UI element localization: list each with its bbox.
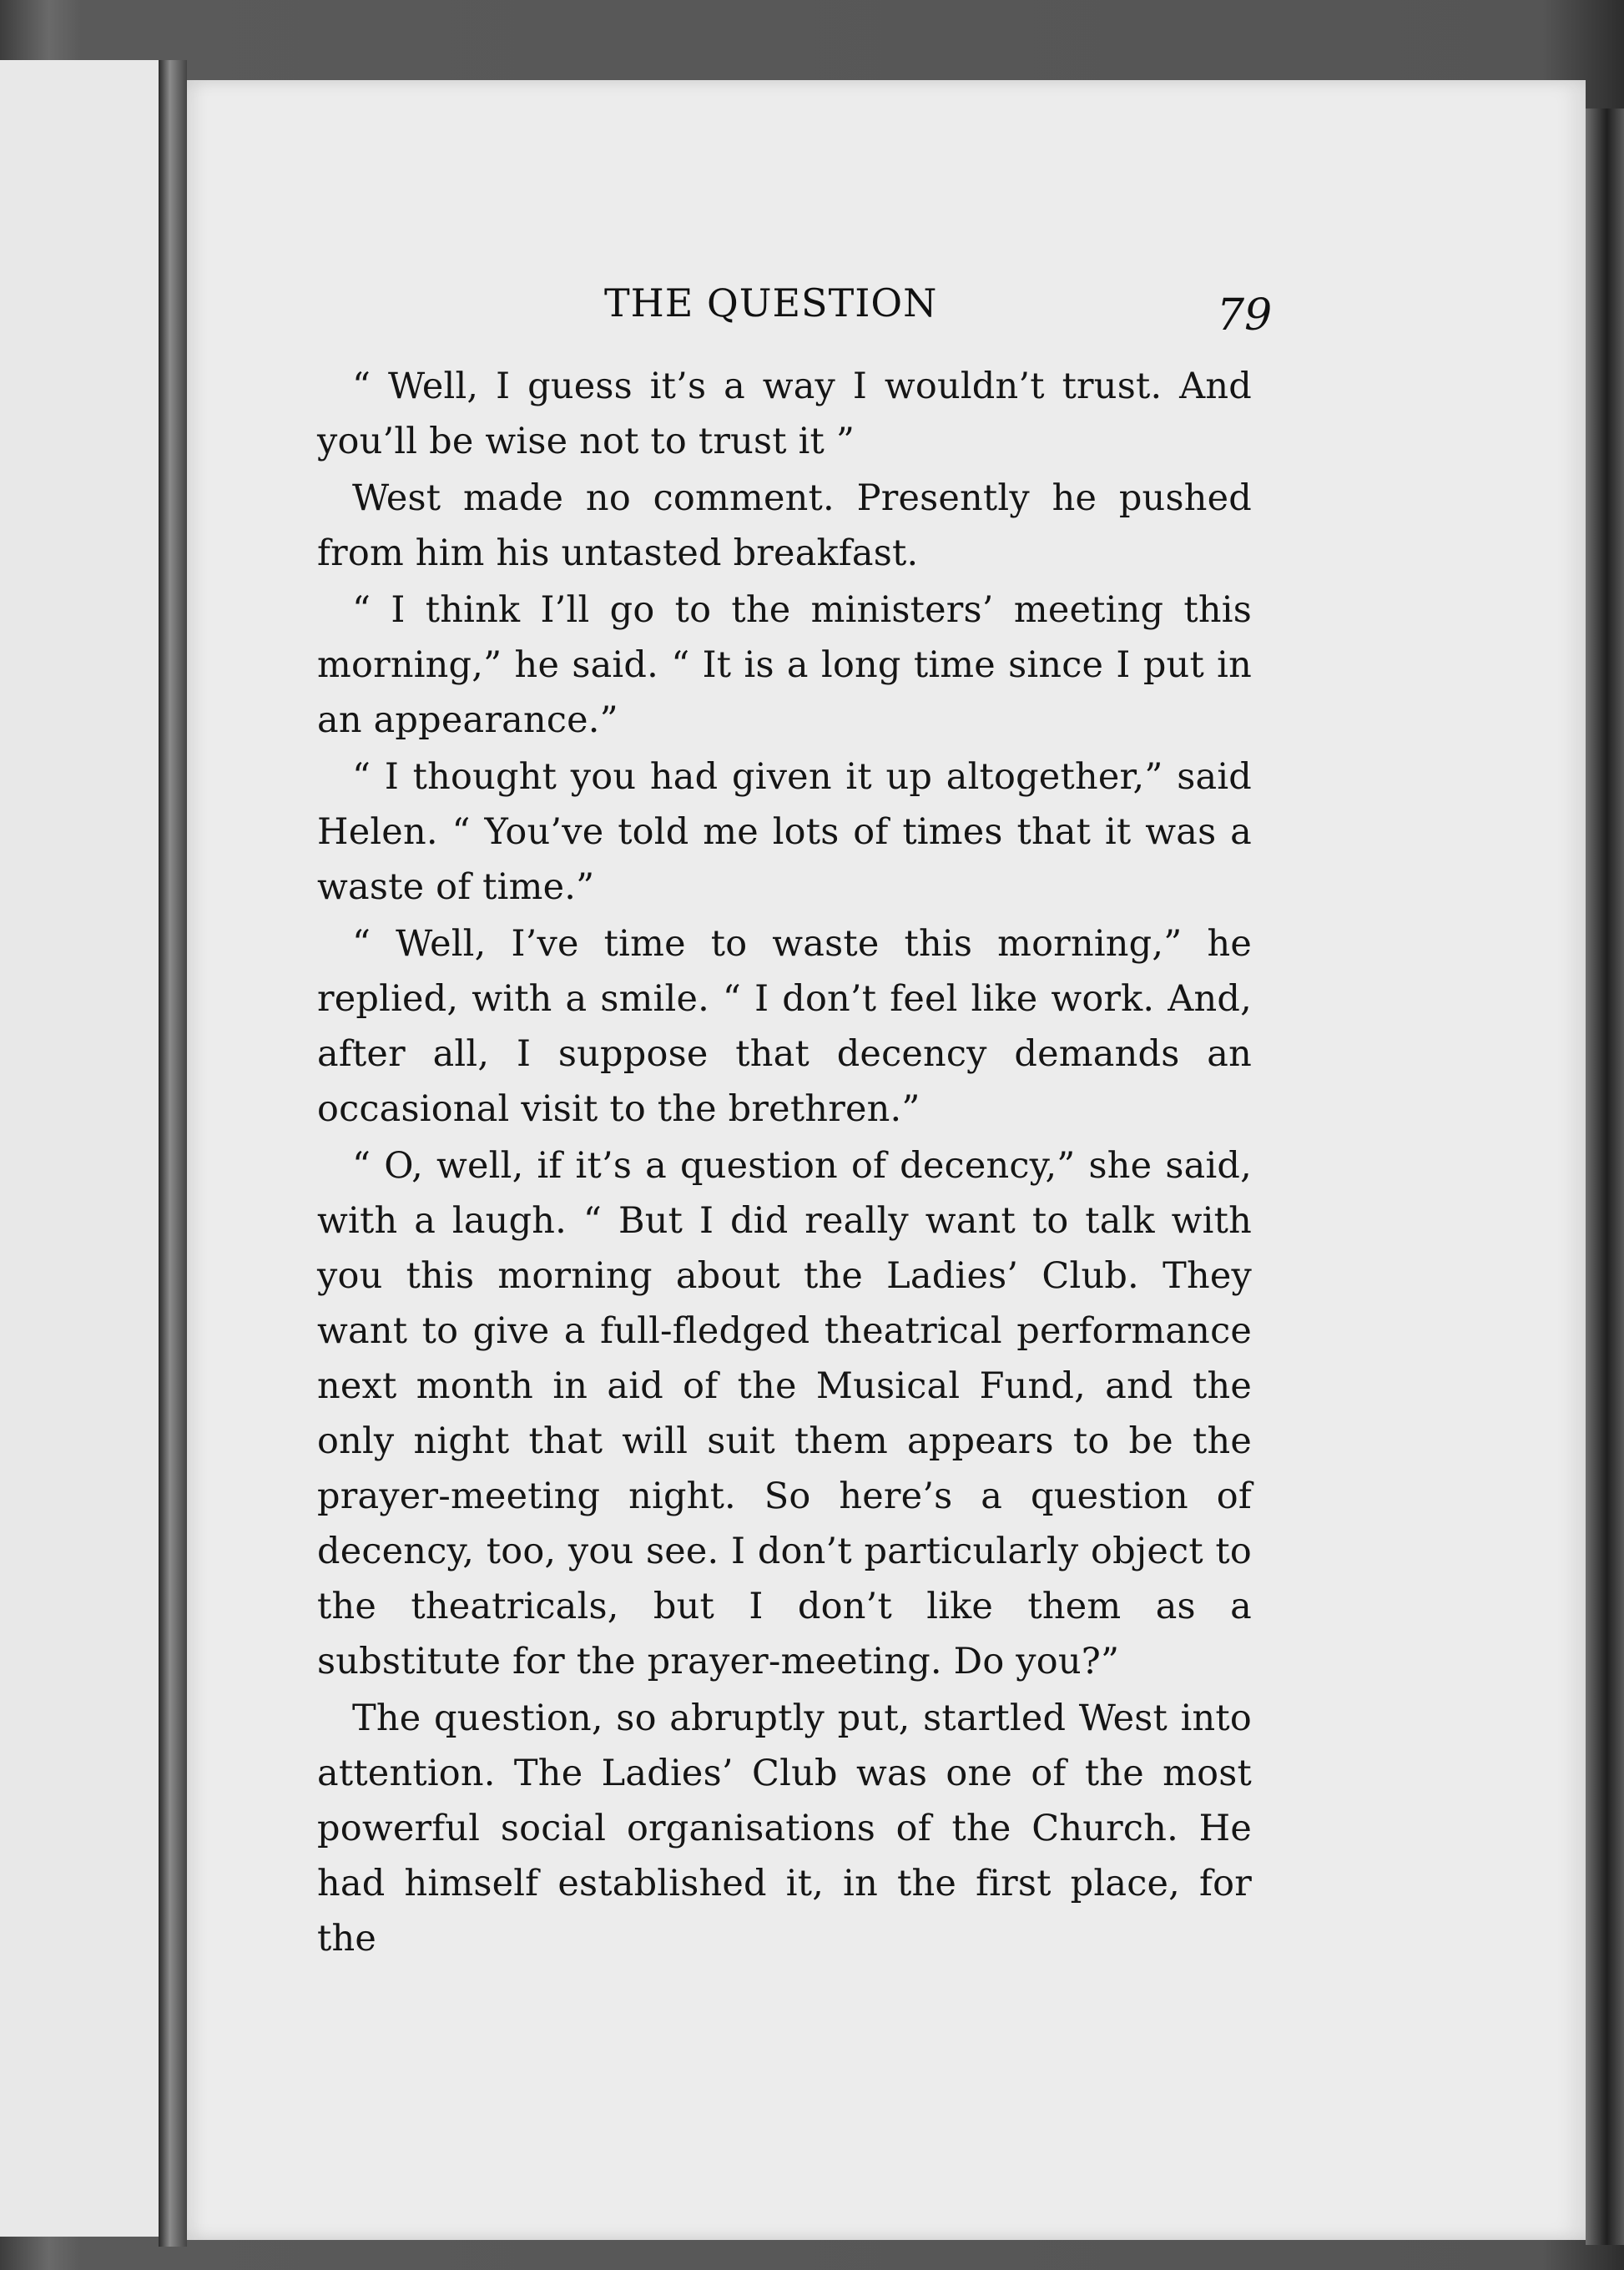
right-page-edge bbox=[1586, 108, 1624, 2245]
paragraph: West made no comment. Presently he pushed from him his untasted breakfast. bbox=[317, 477, 1252, 574]
paragraph: The question, so abruptly put, startled West into attention. The Ladies’ Club was one of the most powerful social organisations of the Church. He had himself established it, in the first place, for the bbox=[317, 1697, 1252, 1960]
paragraph: “ O, well, if it’s a question of decency,” she said, with a laugh. “ But I did really want to talk with you this morning about the Ladies’ Club. They want to give a full-fledged theatrical performance next month in aid of the Musical Fund, and the only night that will suit them appears to be the prayer-meeting night. So here’s a question of decency, too, you see. I don’t particularly object to the theatricals, but I don’t like them as a substitute for the prayer-meeting. Do you?” bbox=[317, 1145, 1252, 1682]
book-spine-shadow bbox=[159, 60, 187, 2247]
paragraph: “ I think I’ll go to the ministers’ meeting this morning,” he said. “ It is a long time since I put in an appearance.” bbox=[317, 589, 1252, 741]
left-page-edge bbox=[0, 60, 159, 2237]
paragraph: “ Well, I guess it’s a way I wouldn’t trust. And you’ll be wise not to trust it ” bbox=[317, 366, 1252, 462]
page-number: 79 bbox=[1217, 290, 1273, 340]
paragraph: “ Well, I’ve time to waste this morning,” he replied, with a smile. “ I don’t feel like work. And, after all, I suppose that decency demands an occasional visit to the brethren.” bbox=[317, 923, 1252, 1130]
paragraph: “ I thought you had given it up altogether,” said Helen. “ You’ve told me lots of times that it was a waste of time.” bbox=[317, 756, 1252, 908]
page-text bbox=[317, 359, 1252, 1961]
running-head: THE QUESTION bbox=[604, 280, 938, 325]
